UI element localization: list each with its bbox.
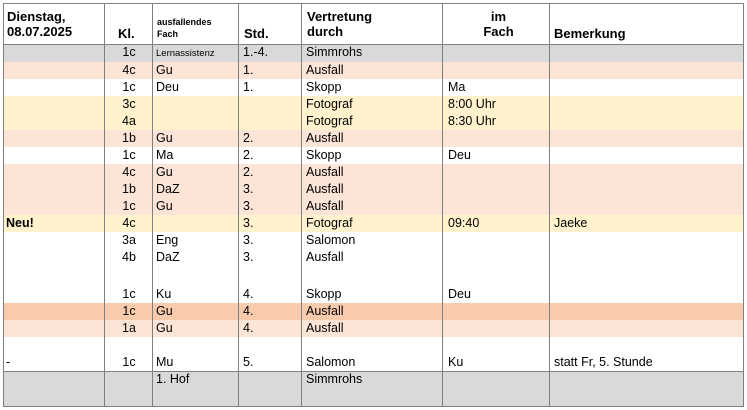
row-label — [6, 164, 104, 181]
fach-cell — [155, 337, 238, 354]
stunde-cell: 5. — [243, 355, 254, 369]
vertretung-cell: Salomon — [306, 233, 356, 247]
header-date-weekday: Dienstag, — [7, 9, 66, 24]
row-label — [6, 232, 104, 249]
row-divider — [4, 371, 743, 372]
stunde-cell: 2. — [243, 148, 254, 162]
fach-cell: Lernassistenz — [156, 48, 215, 59]
substitution-plan-table — [3, 3, 744, 407]
fach-cell — [155, 266, 238, 286]
klasse-cell — [106, 371, 152, 406]
stunde-cell — [242, 337, 302, 354]
bemerkung-cell — [553, 96, 743, 113]
vertretung-cell: Ausfall — [306, 165, 344, 179]
im-fach-cell: 8:30 Uhr — [448, 114, 496, 128]
row-label — [6, 303, 104, 320]
header-vertretung — [307, 9, 372, 39]
stunde-cell — [242, 266, 302, 286]
table-row — [4, 320, 743, 337]
im-fach-cell: Deu — [448, 287, 471, 301]
im-fach-cell: Deu — [448, 148, 471, 162]
im-fach-cell — [446, 164, 549, 181]
stunde-cell: 4. — [243, 304, 254, 318]
table-row — [4, 198, 743, 215]
table-row — [4, 337, 743, 354]
fach-cell: Gu — [156, 304, 173, 318]
stunde-cell: 3. — [243, 233, 254, 247]
fach-cell: Gu — [156, 165, 173, 179]
bemerkung-cell — [553, 130, 743, 147]
vertretung-cell: Ausfall — [306, 250, 344, 264]
fach-cell: Mu — [156, 355, 174, 369]
klasse-cell: 1b — [122, 131, 136, 145]
column-divider — [442, 4, 443, 406]
table-row — [4, 215, 743, 232]
klasse-cell: 1b — [122, 182, 136, 196]
header-fach — [157, 16, 212, 40]
im-fach-cell — [446, 249, 549, 266]
vertretung-cell: Fotograf — [306, 114, 353, 128]
bemerkung-cell — [553, 303, 743, 320]
vertretung-cell: Skopp — [306, 80, 342, 94]
stunde-cell: 1.-4. — [243, 45, 269, 59]
table-row — [4, 44, 743, 62]
table-row — [4, 62, 743, 79]
row-label — [6, 62, 104, 79]
klasse-cell: 4c — [122, 63, 136, 77]
table-row — [4, 130, 743, 147]
vertretung-cell: Fotograf — [306, 97, 353, 111]
bemerkung-cell: Jaeke — [554, 216, 588, 230]
bemerkung-cell — [553, 320, 743, 337]
table-row — [4, 266, 743, 286]
vertretung-cell: Ausfall — [306, 63, 344, 77]
fach-cell: Eng — [156, 233, 179, 247]
bemerkung-cell — [553, 371, 743, 406]
header-im-fach-line2: Fach — [483, 24, 514, 39]
header-vertretung-line2: durch — [307, 24, 344, 39]
stunde-cell — [242, 113, 302, 130]
im-fach-cell: Ma — [448, 80, 466, 94]
table-row — [4, 303, 743, 320]
bemerkung-cell — [553, 181, 743, 198]
bemerkung-cell — [553, 337, 743, 354]
row-label — [6, 96, 104, 113]
klasse-cell: 1c — [122, 45, 136, 59]
vertretung-cell: Ausfall — [306, 304, 344, 318]
table-row — [4, 232, 743, 249]
im-fach-cell: Ku — [448, 355, 464, 369]
row-label — [6, 113, 104, 130]
header-kl: Kl. — [118, 26, 135, 41]
fach-cell: Gu — [156, 131, 173, 145]
table-row — [4, 286, 743, 303]
row-label — [6, 337, 104, 354]
fach-cell: 1. Hof — [156, 372, 190, 386]
stunde-cell — [242, 371, 302, 406]
klasse-cell: 4c — [122, 216, 136, 230]
bemerkung-cell — [553, 266, 743, 286]
im-fach-cell — [446, 130, 549, 147]
im-fach-cell — [446, 266, 549, 286]
table-row — [4, 164, 743, 181]
stunde-cell: 1. — [243, 63, 254, 77]
stunde-cell — [242, 96, 302, 113]
row-label — [6, 130, 104, 147]
klasse-cell: 1a — [122, 321, 136, 335]
klasse-cell: 1c — [122, 148, 136, 162]
header-im-fach-line1: im — [490, 9, 507, 24]
im-fach-cell: 8:00 Uhr — [448, 97, 496, 111]
stunde-cell: 1. — [243, 80, 254, 94]
header-bemerkung: Bemerkung — [554, 26, 626, 41]
row-divider — [4, 44, 743, 45]
column-divider — [104, 4, 105, 406]
bemerkung-cell — [553, 232, 743, 249]
row-label — [6, 147, 104, 164]
vertretung-cell: Salomon — [306, 355, 356, 369]
row-label — [6, 198, 104, 215]
table-row — [4, 249, 743, 266]
header-fach-line1: ausfallendes — [157, 17, 212, 27]
bemerkung-cell — [553, 249, 743, 266]
stunde-cell: 3. — [243, 199, 254, 213]
fach-cell: Gu — [156, 199, 173, 213]
klasse-cell: 1c — [122, 199, 136, 213]
table-row — [4, 354, 743, 371]
column-divider — [549, 4, 550, 406]
bemerkung-cell — [553, 79, 743, 96]
table-row — [4, 147, 743, 164]
klasse-cell — [106, 266, 152, 286]
table-row — [4, 113, 743, 130]
header-im-fach — [446, 9, 551, 39]
bemerkung-cell — [553, 286, 743, 303]
header-std: Std. — [244, 26, 269, 41]
klasse-cell — [106, 337, 152, 354]
table-row — [4, 79, 743, 96]
vertretung-cell — [305, 266, 442, 286]
table-row — [4, 181, 743, 198]
fach-cell: Deu — [156, 80, 179, 94]
row-label — [6, 286, 104, 303]
stunde-cell: 2. — [243, 131, 254, 145]
vertretung-cell: Ausfall — [306, 199, 344, 213]
im-fach-cell — [446, 371, 549, 406]
bemerkung-cell — [553, 44, 743, 62]
klasse-cell: 3c — [122, 97, 136, 111]
row-label — [6, 44, 104, 62]
stunde-cell: 3. — [243, 250, 254, 264]
klasse-cell: 4b — [122, 250, 136, 264]
fach-cell — [155, 113, 238, 130]
vertretung-cell: Fotograf — [306, 216, 353, 230]
vertretung-cell: Simmrohs — [306, 45, 363, 59]
fach-cell: Gu — [156, 321, 173, 335]
klasse-cell: 4c — [122, 165, 136, 179]
im-fach-cell — [446, 198, 549, 215]
vertretung-cell: Skopp — [306, 287, 342, 301]
row-label — [6, 371, 104, 406]
im-fach-cell — [446, 62, 549, 79]
vertretung-cell: Ausfall — [306, 131, 344, 145]
row-label: - — [6, 355, 11, 369]
vertretung-cell: Ausfall — [306, 321, 344, 335]
bemerkung-cell: statt Fr, 5. Stunde — [554, 355, 653, 369]
klasse-cell: 4a — [122, 114, 136, 128]
fach-cell — [155, 96, 238, 113]
bemerkung-cell — [553, 113, 743, 130]
header-date — [7, 9, 72, 39]
row-label — [6, 181, 104, 198]
klasse-cell: 1c — [122, 304, 136, 318]
header-fach-line2: Fach — [157, 29, 179, 39]
row-label — [6, 79, 104, 96]
stunde-cell: 4. — [243, 321, 254, 335]
fach-cell: Gu — [156, 63, 173, 77]
row-label — [6, 320, 104, 337]
column-divider — [152, 4, 153, 406]
row-label: Neu! — [6, 216, 34, 230]
klasse-cell: 1c — [122, 287, 136, 301]
im-fach-cell — [446, 337, 549, 354]
vertretung-cell: Ausfall — [306, 182, 344, 196]
vertretung-cell — [305, 337, 442, 354]
bemerkung-cell — [553, 62, 743, 79]
vertretung-cell: Skopp — [306, 148, 342, 162]
bemerkung-cell — [553, 198, 743, 215]
table-row — [4, 371, 743, 406]
fach-cell: DaZ — [156, 182, 180, 196]
fach-cell: Ma — [156, 148, 174, 162]
stunde-cell: 2. — [243, 165, 254, 179]
im-fach-cell — [446, 181, 549, 198]
column-divider — [301, 4, 302, 406]
stunde-cell: 3. — [243, 182, 254, 196]
column-divider — [238, 4, 239, 406]
bemerkung-cell — [553, 164, 743, 181]
row-label — [6, 249, 104, 266]
im-fach-cell — [446, 303, 549, 320]
klasse-cell: 1c — [122, 80, 136, 94]
im-fach-cell — [446, 44, 549, 62]
klasse-cell: 3a — [122, 233, 136, 247]
im-fach-cell — [446, 232, 549, 249]
header-row — [4, 4, 743, 44]
header-date-value: 08.07.2025 — [7, 24, 73, 39]
im-fach-cell — [446, 320, 549, 337]
vertretung-cell: Simmrohs — [306, 372, 363, 386]
fach-cell — [155, 215, 238, 232]
im-fach-cell: 09:40 — [448, 216, 480, 230]
fach-cell: DaZ — [156, 250, 180, 264]
row-label — [6, 266, 104, 286]
stunde-cell: 3. — [243, 216, 254, 230]
table-row — [4, 96, 743, 113]
stunde-cell: 4. — [243, 287, 254, 301]
bemerkung-cell — [553, 147, 743, 164]
fach-cell: Ku — [156, 287, 172, 301]
header-vertretung-line1: Vertretung — [307, 9, 373, 24]
klasse-cell: 1c — [122, 355, 136, 369]
